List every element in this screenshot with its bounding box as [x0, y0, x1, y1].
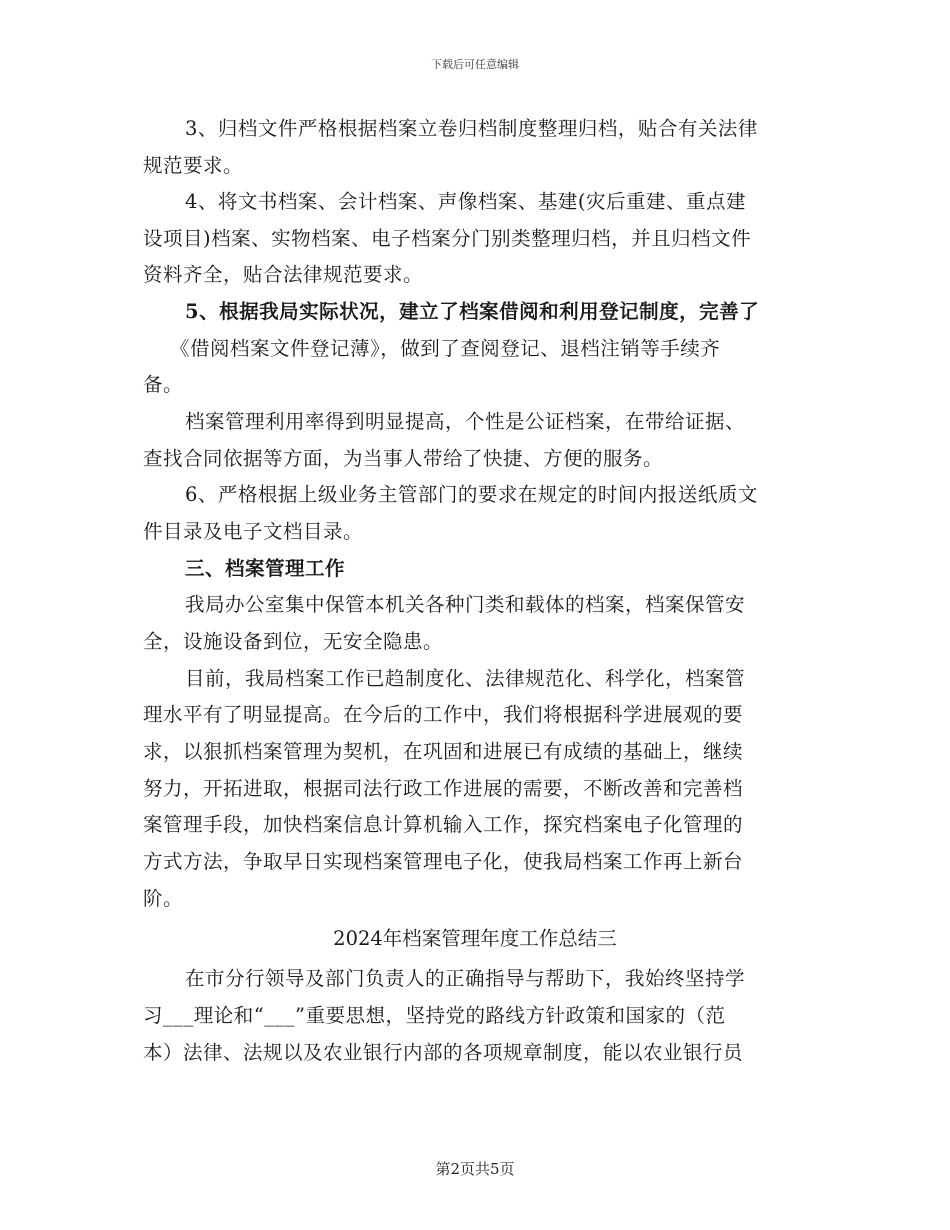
paragraph-line: 件目录及电子文档目录。	[143, 520, 364, 543]
paragraph-line: 求，以狠抓档案管理为契机，在巩固和进展已有成绩的基础上，继续	[143, 740, 744, 763]
paragraph-line: 案管理手段，加快档案信息计算机输入工作，探究档案电子化管理的	[143, 813, 744, 836]
document-title: 2024年档案管理年度工作总结三	[333, 927, 617, 950]
page-header: 下载后可任意编辑	[431, 58, 519, 71]
paragraph-line: 《借阅档案文件登记薄》，做到了查阅登记、退档注销等手续齐	[170, 337, 721, 360]
page-number: 第2页共5页	[435, 1160, 515, 1178]
paragraph-line: 在市分行领导及部门负责人的正确指导与帮助下，我始终坚持学	[185, 967, 746, 990]
paragraph-line: 理水平有了明显提高。在今后的工作中，我们将根据科学进展观的要	[143, 703, 744, 726]
paragraph-line: 6、严格根据上级业务主管部门的要求在规定的时间内报送纸质文	[185, 483, 758, 506]
paragraph-line: 习___理论和“___”重要思想，坚持党的路线方针政策和国家的（范	[143, 1004, 726, 1027]
paragraph-line: 规范要求。	[143, 154, 244, 177]
paragraph-line-bold: 5、根据我局实际状况，建立了档案借阅和利用登记制度，完善了	[185, 300, 760, 323]
paragraph-line: 方式方法，争取早日实现档案管理电子化，使我局档案工作再上新台	[143, 850, 744, 873]
paragraph-line: 资料齐全，贴合法律规范要求。	[143, 263, 424, 286]
paragraph-line: 阶。	[143, 887, 184, 910]
paragraph-line: 备。	[143, 373, 184, 396]
section-heading: 三、档案管理工作	[185, 557, 346, 580]
paragraph-line: 查找合同依据等方面，为当事人带给了快捷、方便的服务。	[143, 447, 664, 470]
paragraph-line: 本）法律、法规以及农业银行内部的各项规章制度，能以农业银行员	[143, 1041, 744, 1064]
paragraph-line: 4、将文书档案、会计档案、声像档案、基建(灾后重建、重点建	[185, 190, 747, 213]
paragraph-line: 全，设施设备到位，无安全隐患。	[143, 630, 444, 653]
paragraph-line: 目前，我局档案工作已趋制度化、法律规范化、科学化，档案管	[185, 667, 746, 690]
paragraph-line: 设项目)档案、实物档案、电子档案分门别类整理归档，并且归档文件	[143, 227, 752, 250]
paragraph-line: 3、归档文件严格根据档案立卷归档制度整理归档，贴合有关法律	[185, 117, 758, 140]
paragraph-line: 我局办公室集中保管本机关各种门类和载体的档案，档案保管安	[185, 593, 746, 616]
paragraph-line: 努力，开拓进取，根据司法行政工作进展的需要，不断改善和完善档	[143, 777, 744, 800]
paragraph-line: 档案管理利用率得到明显提高，个性是公证档案，在带给证据、	[185, 410, 746, 433]
